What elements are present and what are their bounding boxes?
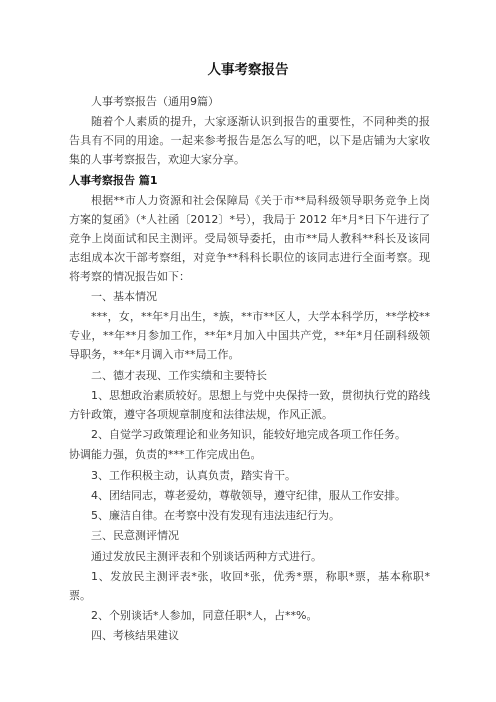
document-body	[69, 92, 430, 647]
body-paragraph: 人事考察报告（通用9篇）	[91, 95, 219, 108]
document-title: 人事考察报告	[207, 62, 289, 78]
section-heading: 人事考察报告 篇1	[69, 173, 158, 187]
body-paragraph: ***，女，**年*月出生，*族，**市**区人，大学本科学历，**学校**专业，**年**月参加工作，**年*月加入中国共产党，**年*月任副科级领导职务，**年*月调入市**局工作。	[69, 310, 430, 362]
body-paragraph: 4、团结同志，尊老爱幼，尊敬领导，遵守纪律，服从工作安排。	[91, 488, 406, 502]
body-paragraph: 四、考核结果建议	[91, 629, 179, 643]
body-paragraph: 3、工作积极主动，认真负责，踏实肯干。	[91, 468, 296, 482]
body-paragraph: 随着个人素质的提升，大家逐渐认识到报告的重要性，不同种类的报告具有不同的用途。一起来参考报告是怎么写的吧，以下是店铺为大家收集的人事考察报告，欢迎大家分享。	[69, 115, 430, 167]
body-paragraph: 协调能力强，负责的***工作完成出色。	[69, 448, 262, 462]
body-paragraph: 一、基本情况	[91, 290, 157, 303]
body-paragraph: 2、个别谈话*人参加，同意任职*人，占**%。	[91, 609, 318, 622]
body-paragraph: 三、民意测评情况	[91, 529, 179, 543]
body-paragraph: 根据**市人力资源和社会保障局《关于市**局科级领导职务竞争上岗方案的复函》（*人社函〔2012〕*号），我局于 2012 年*月*日下午进行了竞争上岗面试和民主测评。受局领导委托，由市**局人教科**科长及该同志组成本次干部考察组，对竞争**科科长职位的该同志进行全面考察。现将考察的情况报告如下：	[69, 193, 430, 283]
body-paragraph: 1、思想政治素质较好。思想上与党中央保持一致，贯彻执行党的路线方针政策，遵守各项规章制度和法律法规，作风正派。	[69, 388, 430, 421]
body-paragraph: 5、廉洁自律。在考察中没有发现有违法违纪行为。	[91, 509, 340, 522]
body-paragraph: 1、发放民主测评表*张，收回*张，优秀*票，称职*票，基本称职*票。	[69, 569, 430, 602]
body-paragraph: 2、自觉学习政策理论和业务知识，能较好地完成各项工作任务。	[91, 428, 406, 441]
body-paragraph: 二、德才表现、工作实绩和主要特长	[91, 368, 267, 382]
body-paragraph: 通过发放民主测评表和个别谈话两种方式进行。	[91, 549, 322, 563]
